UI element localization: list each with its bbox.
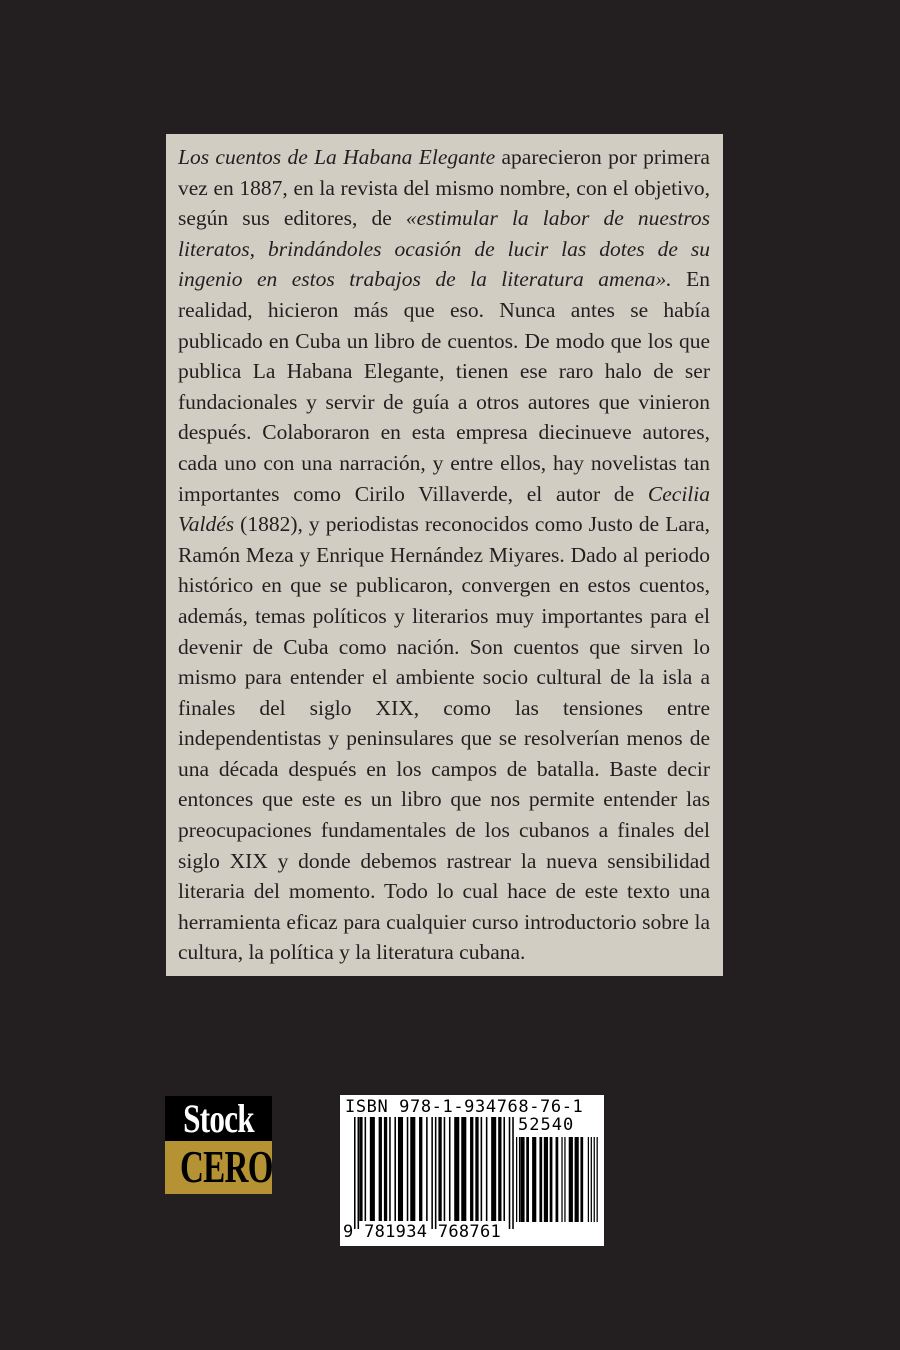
barcode-bar: [486, 1117, 488, 1221]
barcode-bar: [556, 1137, 559, 1222]
barcode-bar: [526, 1137, 529, 1222]
barcode-bar: [431, 1117, 433, 1229]
blurb-segment-1: aparecieron por primera vez en 1887, en la revista del mismo nombre, con el objetivo, según sus editores, de: [178, 145, 710, 231]
barcode-bar: [410, 1117, 415, 1221]
barcode-bar: [359, 1117, 362, 1221]
barcode-bar: [407, 1117, 409, 1221]
barcode-bar: [544, 1137, 548, 1222]
barcode-bar: [354, 1117, 356, 1229]
logo-gold-band: [165, 1141, 272, 1194]
blurb-segment-2: En realidad, hicieron más que eso. Nunca antes se había publicado en Cuba un libro de cuentos. De modo que los que publica La Habana Elegante, tienen ese raro halo de ser fundacionales y servir de guía a otros autores que vinieron después. Colaboraron en esta empresa diecinueve autores, cada uno con una narración, y entre ellos, hay novelistas tan importantes como Cirilo Villaverde, el autor de: [178, 267, 710, 506]
addon-bars: [516, 1137, 598, 1222]
isbn-barcode: [340, 1095, 604, 1246]
barcode-bar: [503, 1117, 505, 1221]
barcode-bar: [591, 1137, 592, 1222]
barcode-bar: [419, 1117, 422, 1221]
barcode-bar: [520, 1137, 524, 1222]
editors-quote: «estimular la labor de nuestros literatos, brindándoles ocasión de lucir las dotes de su ingenio en estos trabajos de la literatura amena».: [178, 206, 710, 292]
back-cover-blurb-text: [178, 142, 710, 968]
novel-title-italic: Cecilia Valdés: [178, 481, 710, 537]
barcode-bar: [449, 1117, 451, 1221]
barcode-bar: [454, 1117, 459, 1221]
barcode-bar: [512, 1117, 514, 1229]
price-code-text: 52540: [518, 1115, 575, 1135]
barcode-bar: [519, 1137, 520, 1222]
book-title-italic: Los cuentos de La Habana Elegante: [178, 145, 496, 169]
barcode-bar: [435, 1117, 437, 1229]
blurb-segment-3: (1882), y periodistas reconocidos como Justo de Lara, Ramón Meza y Enrique Hernández Miyares. Dado al periodo histórico en que se publicaron, convergen en estos cuentos, además, temas políticos y literarios muy importantes para el devenir de Cuba como nación. Son cuentos que sirven lo mismo para entender el ambiente socio cultural de la isla a finales del siglo XIX, como las tensiones entre independentistas y peninsulares que se resolverían menos de una década después en los campos de batalla. Baste decir entonces que este es un libro que nos permite entender las preocupaciones fundamentales de los cubanos a finales del siglo XIX y donde debemos rastrear la nueva sensibilidad literaria del momento. Todo lo cual hace de este texto una herramienta eficaz para cualquier curso introductorio sobre la cultura, la política y la literatura cubana.: [178, 512, 710, 965]
barcode-bar: [394, 1117, 396, 1221]
barcode-bar: [358, 1117, 360, 1229]
barcode-bar: [426, 1117, 428, 1221]
barcode-bar: [575, 1137, 579, 1222]
ean-digits-text: 9 781934 768761: [343, 1222, 502, 1242]
barcode-bar: [384, 1117, 387, 1221]
barcode-bar: [569, 1137, 573, 1222]
barcode-bar: [561, 1137, 562, 1222]
barcode-bar: [588, 1137, 589, 1222]
barcode-bar: [564, 1137, 565, 1222]
barcode-bar: [498, 1117, 501, 1221]
back-cover-blurb-panel: [166, 134, 723, 976]
barcode-bar: [594, 1137, 595, 1222]
barcode-bar: [491, 1117, 496, 1221]
barcode-bar: [597, 1137, 598, 1222]
barcode-bar: [365, 1117, 367, 1221]
barcode-bar: [370, 1117, 375, 1221]
barcode-bar: [475, 1117, 478, 1221]
logo-stock-text: Stock: [183, 1096, 254, 1141]
logo-cero-text: CERO: [179, 1141, 273, 1192]
barcode-bar: [389, 1117, 391, 1221]
barcode-bar: [398, 1117, 403, 1221]
barcode-bar: [470, 1117, 473, 1221]
barcode-bar: [580, 1137, 583, 1222]
barcode-bar: [461, 1117, 466, 1221]
ean13-bars: [354, 1117, 514, 1229]
barcode-bar: [438, 1117, 441, 1221]
barcode-bar: [550, 1137, 553, 1222]
isbn-number-text: ISBN 978-1-934768-76-1: [345, 1097, 584, 1117]
barcode-bar: [444, 1117, 446, 1221]
barcode-bar: [516, 1137, 517, 1222]
publisher-logo: [165, 1096, 272, 1194]
barcode-bar: [379, 1117, 382, 1221]
barcode-bar: [532, 1137, 536, 1222]
barcode-bar: [481, 1117, 483, 1221]
barcode-bar: [509, 1117, 511, 1229]
barcode-bar: [539, 1137, 542, 1222]
